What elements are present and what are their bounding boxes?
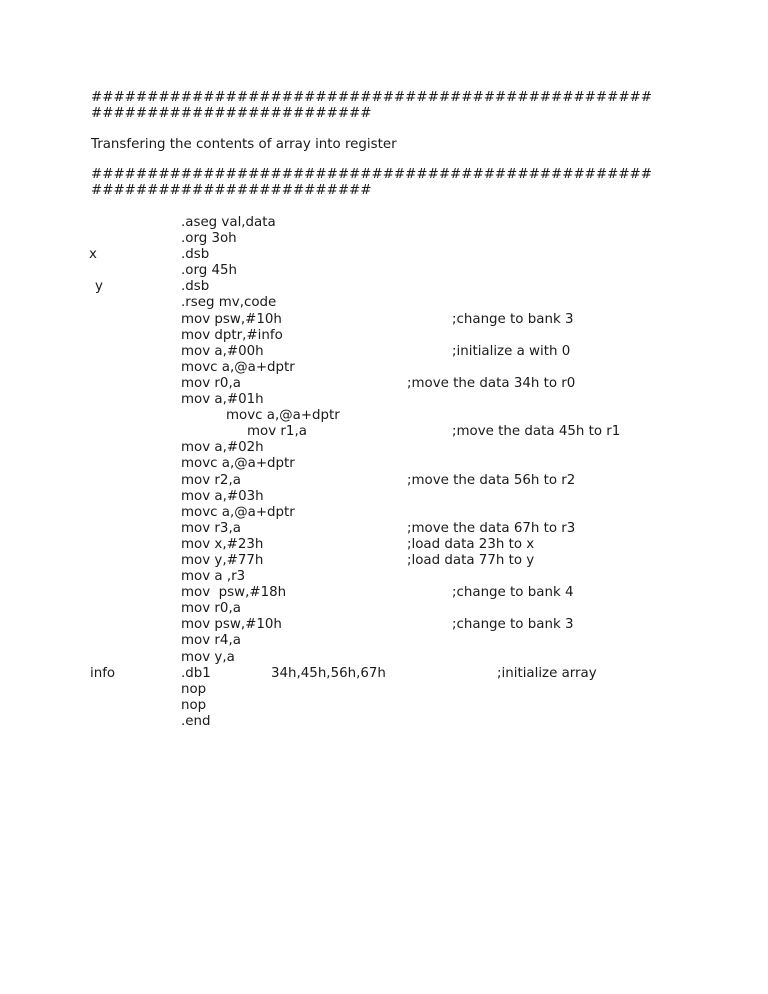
code-instruction: mov r0,a [181, 601, 241, 617]
code-line [0, 424, 768, 440]
code-instruction: .dsb [181, 247, 210, 263]
code-instruction: .aseg val,data [181, 215, 276, 230]
code-comment: ;change to bank 3 [452, 617, 574, 633]
code-instruction: nop [181, 697, 207, 713]
code-instruction: mov r0,a [181, 375, 241, 391]
code-line [0, 408, 768, 424]
code-line [0, 633, 768, 649]
code-instruction: mov r4,a [181, 633, 241, 649]
code-label: x [89, 247, 97, 263]
code-instruction: movc a,@a+dptr [181, 504, 295, 520]
code-instruction: nop [181, 681, 207, 697]
code-instruction: mov r2,a [181, 472, 241, 488]
code-line [0, 263, 768, 279]
code-instruction: .rseg mv,code [181, 295, 277, 311]
code-instruction: .org 3oh [181, 231, 237, 247]
code-instruction: mov psw,#10h [181, 311, 282, 327]
code-line [0, 344, 768, 360]
code-comment: ;move the data 45h to r1 [452, 424, 621, 440]
code-comment: ;move the data 67h to r3 [407, 520, 576, 536]
code-instruction: mov dptr,#info [181, 327, 283, 343]
code-line [0, 247, 768, 263]
banner-bottom-line-1: ################################################## [91, 167, 652, 182]
code-line [0, 473, 768, 489]
code-instruction: .org 45h [181, 263, 238, 279]
code-instruction: mov psw,#10h [181, 617, 282, 633]
code-line [0, 682, 768, 698]
code-line [0, 617, 768, 633]
code-line [0, 392, 768, 408]
code-line [0, 569, 768, 585]
code-line [0, 698, 768, 714]
assembly-code-block [0, 215, 768, 730]
code-line [0, 601, 768, 617]
code-instruction: mov a,#00h [181, 343, 264, 359]
code-line [0, 714, 768, 730]
code-comment: ;move the data 34h to r0 [407, 375, 576, 391]
code-instruction: mov y,#77h [181, 552, 264, 568]
code-line [0, 489, 768, 505]
code-comment: ;initialize a with 0 [452, 343, 571, 359]
code-instruction: movc a,@a+dptr [181, 456, 295, 472]
code-instruction: mov psw,#18h [181, 585, 287, 601]
code-comment: ;change to bank 4 [452, 585, 574, 601]
code-line [0, 456, 768, 472]
code-line [0, 521, 768, 537]
code-operand: 34h,45h,56h,67h [271, 665, 386, 681]
code-instruction: mov a,#01h [181, 392, 264, 408]
code-comment: ;move the data 56h to r2 [407, 472, 576, 488]
code-instruction: mov y,a [181, 649, 235, 665]
code-line [0, 231, 768, 247]
code-line [0, 537, 768, 553]
code-line [0, 215, 768, 231]
banner-top-line-2: ######################### [91, 106, 372, 121]
code-comment: ;change to bank 3 [452, 311, 574, 327]
code-line [0, 328, 768, 344]
code-line [0, 360, 768, 376]
code-line [0, 295, 768, 311]
code-line [0, 585, 768, 601]
code-instruction: .dsb [181, 279, 210, 295]
code-instruction: mov x,#23h [181, 536, 264, 552]
code-line [0, 553, 768, 569]
code-comment: ;initialize array [497, 665, 597, 681]
code-label: y [95, 279, 103, 295]
code-instruction: mov r3,a [181, 520, 241, 536]
code-line [0, 505, 768, 521]
code-line [0, 666, 768, 682]
code-label: info [90, 665, 116, 681]
document-heading: Transfering the contents of array into register [91, 137, 397, 152]
code-line [0, 312, 768, 328]
code-instruction: movc a,@a+dptr [181, 359, 295, 375]
code-instruction: .end [181, 713, 211, 729]
code-instruction: mov r1,a [247, 424, 307, 440]
banner-top-line-1: ################################################## [91, 90, 652, 105]
code-line [0, 376, 768, 392]
code-comment: ;load data 23h to x [407, 536, 535, 552]
code-instruction: movc a,@a+dptr [226, 408, 340, 424]
code-instruction: mov a ,r3 [181, 569, 246, 585]
code-instruction: .db1 [181, 665, 211, 681]
code-line [0, 279, 768, 295]
code-line [0, 440, 768, 456]
code-line [0, 650, 768, 666]
code-instruction: mov a,#03h [181, 488, 264, 504]
code-instruction: mov a,#02h [181, 440, 264, 456]
banner-bottom-line-2: ######################### [91, 183, 372, 198]
code-comment: ;load data 77h to y [407, 552, 535, 568]
